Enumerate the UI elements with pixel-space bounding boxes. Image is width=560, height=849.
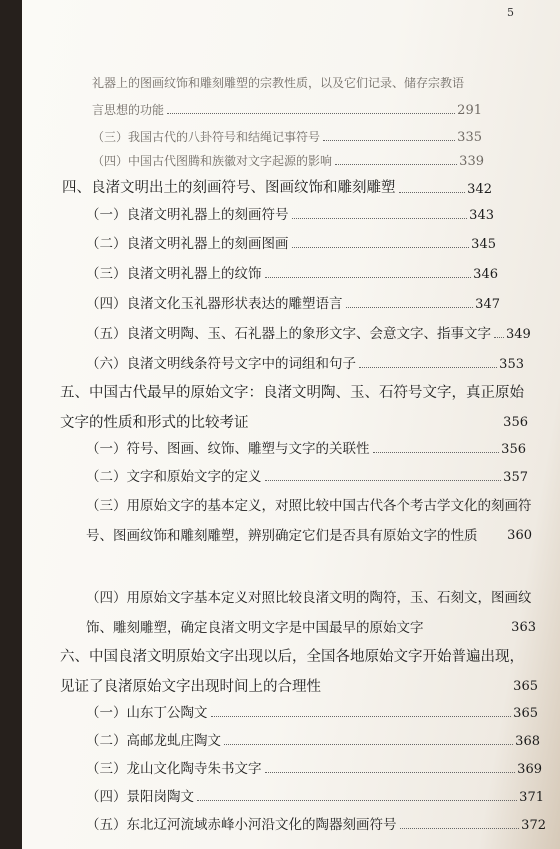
toc-page-number: 339: [459, 154, 484, 169]
toc-entry[interactable]: [86, 701, 538, 721]
toc-entry[interactable]: [86, 813, 546, 833]
page-number: 5: [507, 6, 514, 19]
document-page: [22, 0, 560, 849]
toc-entry-text: （一）山东丁公陶文: [86, 705, 208, 721]
toc-entry-text: （五）良渚文明陶、玉、石礼器上的象形文字、会意文字、指事文字: [86, 326, 491, 342]
dot-leader: [265, 277, 472, 278]
toc-page-number: 368: [515, 734, 540, 749]
toc-entry-text: （二）良渚文明礼器上的刻画图画: [86, 236, 289, 252]
toc-entry[interactable]: [86, 491, 532, 551]
dot-leader: [346, 307, 474, 308]
toc-entry-level1[interactable]: [62, 176, 492, 197]
toc-entry-text: （六）良渚文明线条符号文字中的词组和句子: [86, 356, 356, 372]
dot-leader: [323, 140, 455, 141]
toc-entry[interactable]: [86, 232, 496, 252]
toc-page-number: 343: [469, 208, 494, 223]
toc-entry-text: 六、中国良渚文明原始文字出现以后，全国各地原始文字开始普遍出现，见证了良渚原始文字出现时间上的合理性: [60, 649, 524, 695]
toc-page-number: 360: [507, 528, 532, 543]
toc-page-number: 357: [503, 470, 528, 485]
dot-leader: [265, 772, 516, 773]
dot-leader: [400, 828, 520, 829]
toc-page-number: 365: [513, 706, 538, 721]
toc-entry-text: （四）良渚文化玉礼器形状表达的雕塑语言: [86, 296, 343, 312]
dot-leader: [373, 452, 500, 453]
toc-page-number: 347: [475, 297, 500, 312]
toc-page-number: 345: [471, 237, 496, 252]
toc-entry-text: 五、中国古代最早的原始文字：良渚文明陶、玉、石符号文字，真正原始文字的性质和形式的比较考证: [60, 385, 524, 431]
toc-entry-text: （三）龙山文化陶寺朱书文字: [86, 761, 262, 777]
toc-page-number: 372: [521, 818, 546, 833]
toc-entry[interactable]: [86, 465, 528, 485]
toc-page-number: 335: [457, 130, 482, 145]
toc-entry[interactable]: [86, 757, 542, 777]
toc-entry[interactable]: [86, 352, 524, 372]
toc-entry[interactable]: [86, 322, 531, 342]
dot-leader: [292, 247, 470, 248]
dot-leader: [211, 716, 512, 717]
toc-page-number: 369: [517, 762, 542, 777]
toc-page-number: 346: [473, 267, 498, 282]
toc-page-number: 349: [506, 327, 531, 342]
toc-entry[interactable]: [92, 152, 484, 169]
toc-entry-text: （一）良渚文明礼器上的刻画符号: [86, 207, 289, 223]
dot-leader: [265, 480, 502, 481]
toc-page-number: 353: [499, 357, 524, 372]
toc-page-number: 356: [501, 442, 526, 457]
toc-entry-text: （一）符号、图画、纹饰、雕塑与文字的关联性: [86, 441, 370, 457]
table-of-contents: [22, 0, 560, 849]
dot-leader: [359, 367, 497, 368]
toc-entry-text: （二）高邮龙虬庄陶文: [86, 733, 221, 749]
toc-page-number: 371: [519, 790, 544, 805]
toc-entry[interactable]: [92, 74, 464, 91]
toc-page-number: 291: [457, 103, 482, 118]
toc-entry-text: （四）用原始文字基本定义对照比较良渚文明的陶符，玉、石刻文，图画纹饰、雕刻雕塑，确定良渚文明文字是中国最早的原始文字: [86, 590, 532, 636]
toc-page-number: 342: [467, 182, 492, 197]
toc-entry-text: （三）我国古代的八卦符号和结绳记事符号: [92, 130, 321, 144]
toc-entry[interactable]: [86, 203, 494, 223]
toc-entry-level1[interactable]: [60, 378, 528, 438]
toc-entry-text: （四）景阳岗陶文: [86, 789, 194, 805]
toc-page-number: 356: [503, 415, 528, 430]
dot-leader: [335, 164, 457, 165]
toc-entry[interactable]: [86, 262, 498, 282]
toc-entry-text: 礼器上的图画纹饰和雕刻雕塑的宗教性质，以及它们记录、储存宗教语: [92, 76, 465, 90]
dot-leader: [292, 218, 468, 219]
toc-entry[interactable]: [86, 785, 544, 805]
toc-entry-level1[interactable]: [60, 642, 538, 702]
toc-entry-text: （四）中国古代图腾和族徽对文字起源的影响: [92, 154, 333, 168]
toc-entry-text: （二）文字和原始文字的定义: [86, 469, 262, 485]
toc-page-number: 363: [511, 620, 536, 635]
toc-entry-text: （三）用原始文字的基本定义，对照比较中国古代各个考古学文化的刻画符号、图画纹饰和雕刻雕塑，辨别确定它们是否具有原始文字的性质: [86, 498, 532, 544]
toc-entry[interactable]: [92, 101, 482, 118]
toc-entry-text: 四、良渚文明出土的刻画符号、图画纹饰和雕刻雕塑: [62, 180, 396, 196]
dot-leader: [224, 744, 513, 745]
toc-entry[interactable]: [86, 292, 500, 312]
dot-leader: [167, 113, 455, 114]
toc-entry[interactable]: [92, 128, 482, 145]
toc-page-number: 365: [513, 679, 538, 694]
toc-entry[interactable]: [86, 583, 536, 643]
toc-entry-text: 言思想的功能: [92, 103, 165, 117]
toc-entry[interactable]: [86, 437, 526, 457]
toc-entry-text: （五）东北辽河流域赤峰小河沿文化的陶器刻画符号: [86, 817, 397, 833]
dot-leader: [494, 337, 504, 338]
toc-entry[interactable]: [86, 729, 540, 749]
toc-entry-text: （三）良渚文明礼器上的纹饰: [86, 266, 262, 282]
dot-leader: [197, 800, 517, 801]
dot-leader: [399, 192, 466, 193]
